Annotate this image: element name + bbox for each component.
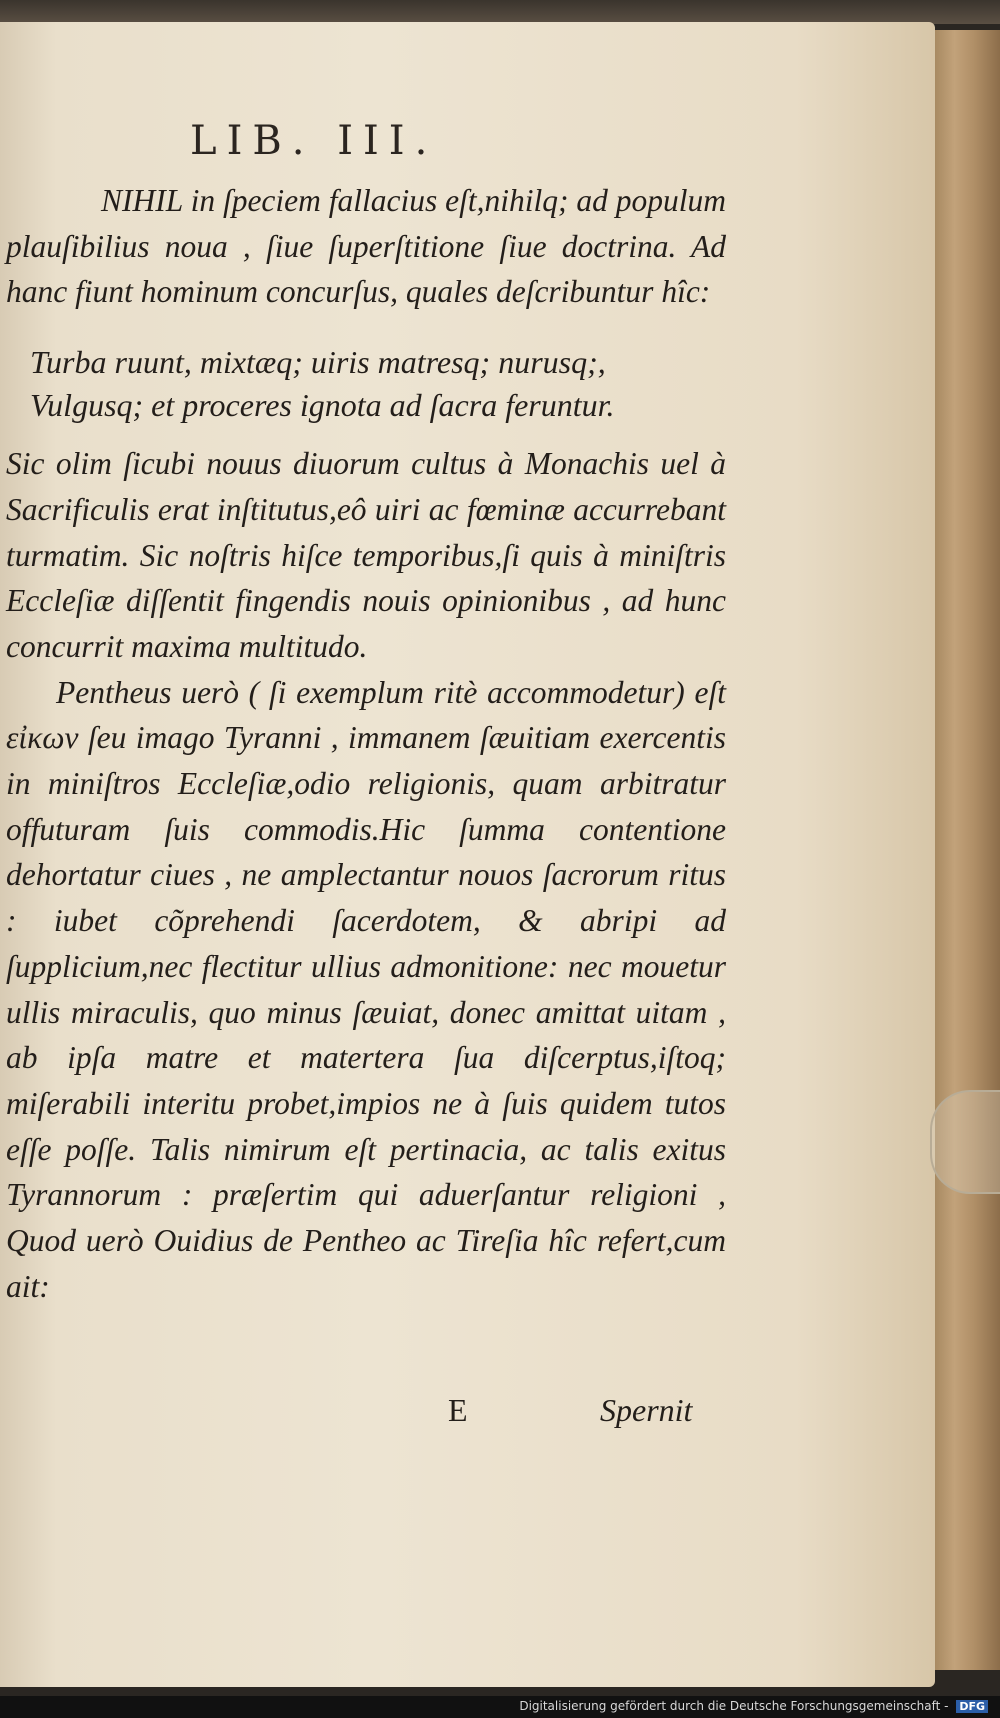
paragraph-1: NIHIL in ſpeciem fallacius eſt,nihilq; ad populum plauſibilius noua , ſiue ſuperſtitione ſiue doctrina. Ad hanc fiunt hominum concurſus, quales deſcribuntur hîc: [6, 183, 726, 310]
running-head: LIB. III. [190, 118, 438, 164]
catchword: Spernit [600, 1392, 693, 1428]
verse-line-2: Vulgusq; et proceres ignota ad ſacra feruntur. [30, 387, 615, 424]
page-fore-edge [935, 30, 1000, 1670]
book-top-edge [0, 0, 1000, 24]
page-text [6, 178, 726, 1309]
signature-mark: E [448, 1392, 468, 1428]
clasp-mark [930, 1090, 1000, 1194]
footer-text: Digitalisierung gefördert durch die Deutsche Forschungsgemeinschaft - [519, 1699, 949, 1713]
verse-line-1: Turba ruunt, mixtæq; uiris matresq; nurusq;, [30, 344, 606, 381]
paragraph-2: Sic olim ſicubi nouus diuorum cultus à Monachis uel à Sacrificulis erat inſtitutus,eô uiri ac fœminæ accurrebant turmatim. Sic noſtris hiſce temporibus,ſi quis à miniſtris Eccleſiæ diſſentit fingendis nouis opinionibus , ad hunc concurrit maxima multitudo. [6, 446, 726, 664]
verse-quote [30, 341, 726, 427]
dfg-logo-icon: DFG [956, 1700, 988, 1713]
page-foot [0, 1392, 730, 1442]
paragraph-3: Pentheus uerò ( ſi exemplum ritè accommodetur) eſt εἰκων ſeu imago Tyranni , immanem ſæuitiam exercentis in miniſtros Eccleſiæ,odio religionis, quam arbitratur offuturam ſuis commodis.Hic ſumma contentione dehortatur ciues , ne amplectantur nouos ſacrorum ritus : iubet cõprehendi ſacerdotem, & abripi ad ſupplicium,nec flectitur ullius admonitione: nec mouetur ullis miraculis, quo minus ſæuiat, donec amittat uitam , ab ipſa matre et matertera ſua diſcerptus,iſtoq; miſerabili interitu probet,impios ne à ſuis quidem tutos eſſe poſſe. Talis nimirum eſt pertinacia, ac talis exitus Tyrannorum : præſertim qui aduerſantur religioni , Quod uerò Ouidius de Pentheo ac Tireſia hîc refert,cum ait: [6, 674, 726, 1304]
digitization-footer [519, 1699, 988, 1713]
